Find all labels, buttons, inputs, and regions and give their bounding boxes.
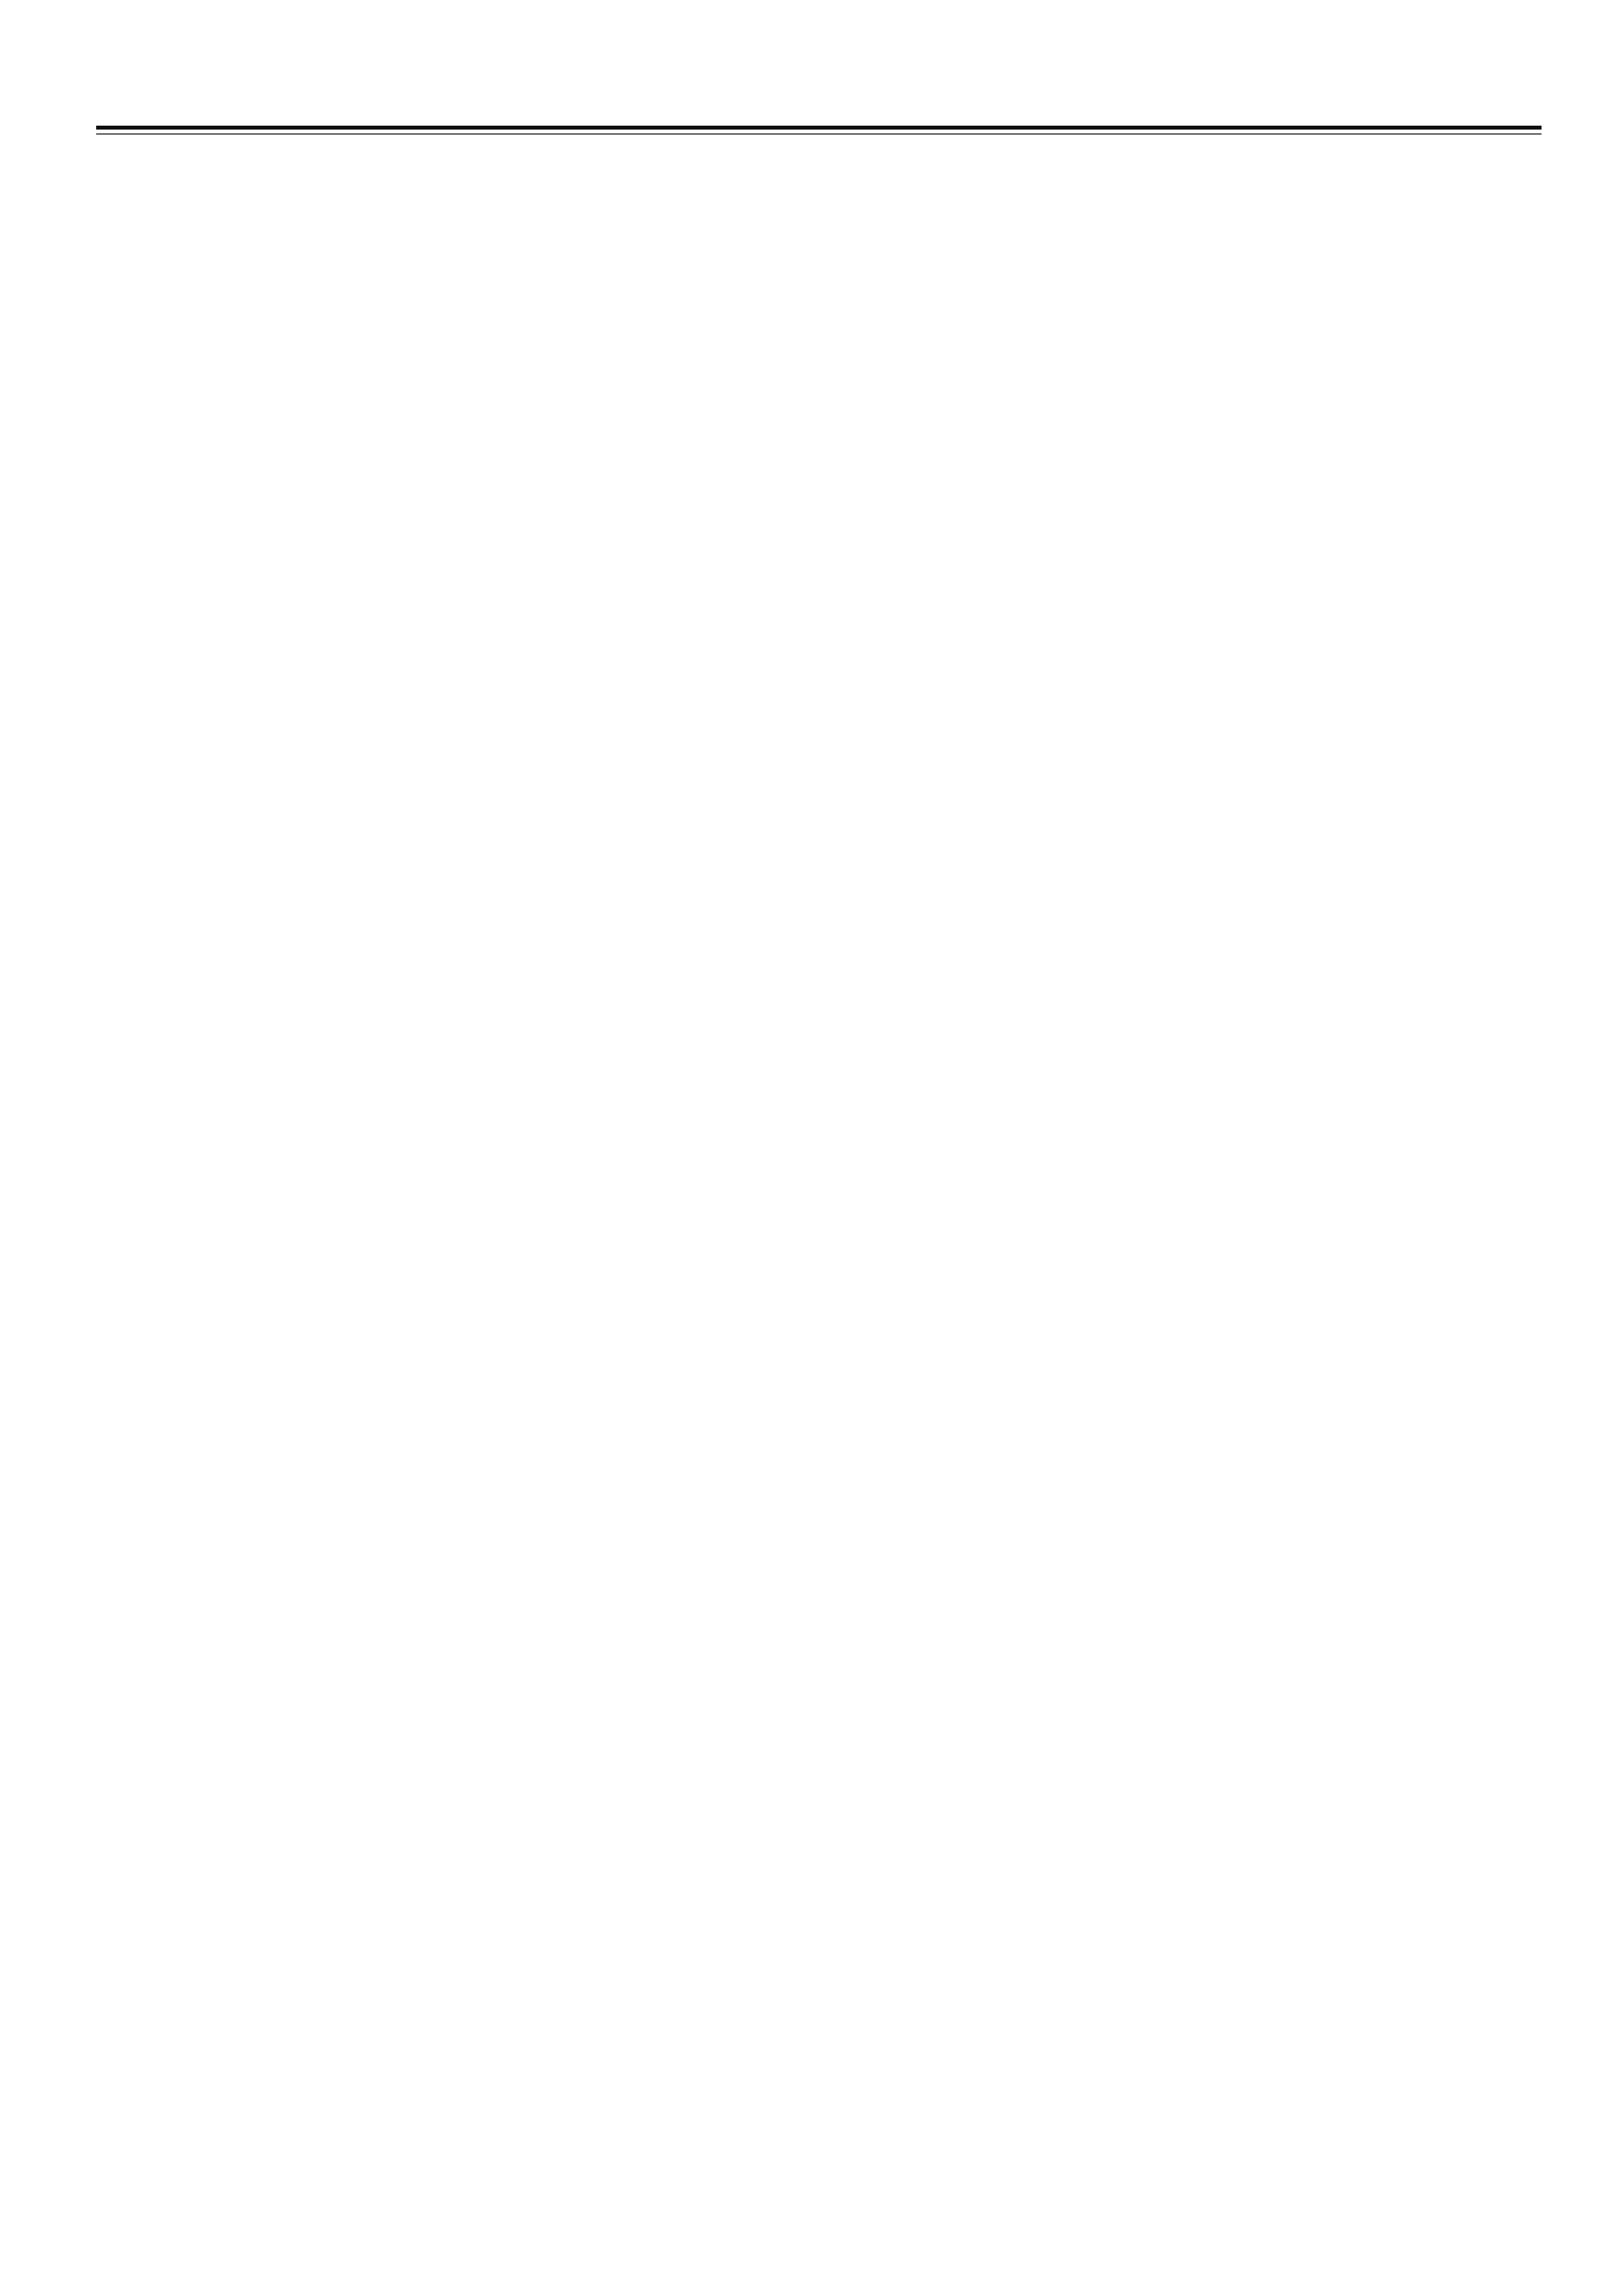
section-title-willpower [247,308,1386,373]
section-title-rules [247,410,1386,475]
header-rule-thin [96,133,1542,134]
page-header [96,82,1542,122]
section-title-practice [247,206,1386,271]
page-content [247,206,1386,489]
header-rule-thick [96,126,1542,130]
watermark-logo [589,913,1041,1364]
page-footer [0,2185,1624,2224]
